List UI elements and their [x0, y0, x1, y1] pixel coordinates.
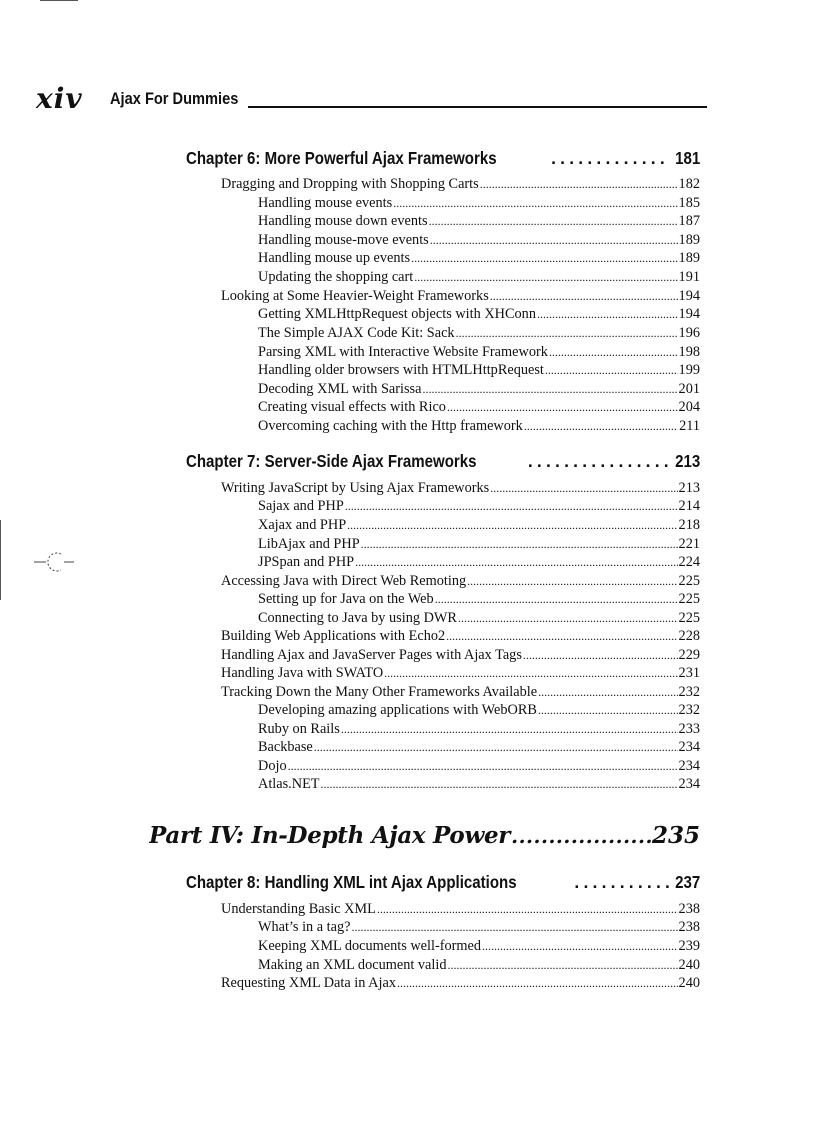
dot-leader	[352, 920, 678, 935]
toc-entry-page: 233	[678, 721, 700, 737]
toc-section-entry	[221, 573, 700, 592]
dot-leader	[355, 555, 677, 570]
toc-entry-title: Sajax and PHP	[258, 498, 344, 514]
dot-leader	[347, 518, 677, 533]
dot-leader	[538, 685, 677, 700]
toc-entry-page: 224	[678, 554, 700, 570]
toc-entry-title: Setting up for Java on the Web	[258, 591, 434, 607]
toc-entry-title: Tracking Down the Many Other Frameworks Available	[221, 684, 538, 700]
toc-entry-title: Decoding XML with Sarissa	[258, 381, 422, 397]
toc-entry-page: 194	[678, 288, 700, 304]
toc-entry-title: Handling mouse down events	[258, 213, 428, 229]
toc-entry-page: 234	[678, 739, 700, 755]
toc-section-entry	[221, 647, 700, 666]
dot-leader	[411, 251, 677, 266]
dot-leader	[430, 233, 678, 248]
page-header	[36, 84, 707, 114]
toc-entry-title: Keeping XML documents well-formed	[258, 938, 481, 954]
toc-entry-title: Connecting to Java by using DWR	[258, 610, 457, 626]
dot-leader	[447, 400, 678, 415]
toc-section-entry	[221, 975, 700, 994]
toc-entry-page: 237	[674, 872, 700, 892]
dot-leader	[528, 451, 670, 472]
registration-mark-icon	[34, 549, 78, 575]
toc-entry-title: Building Web Applications with Echo2	[221, 628, 446, 644]
crop-mark-top	[40, 0, 78, 1]
toc-subsection-entry	[258, 758, 700, 777]
dot-leader	[523, 648, 678, 663]
toc-entry-title: Creating visual effects with Rico	[258, 399, 446, 415]
toc-entry-title: Getting XMLHttpRequest objects with XHConn	[258, 306, 536, 322]
header-rule	[248, 106, 707, 108]
toc-entry-page: 187	[678, 213, 700, 229]
toc-section-entry	[221, 684, 700, 703]
toc-subsection-entry	[258, 776, 700, 795]
toc-entry-page: 229	[678, 647, 700, 663]
toc-entry-page: 185	[678, 195, 700, 211]
toc-entry-page: 228	[678, 628, 700, 644]
crop-mark-left	[0, 520, 1, 600]
toc-entry-title: Handling mouse-move events	[258, 232, 429, 248]
toc-subsection-entry	[258, 610, 700, 629]
toc-entry-page: 240	[678, 957, 700, 973]
toc-entry-title: Dragging and Dropping with Shopping Carts	[221, 176, 479, 192]
toc-section-entry	[221, 628, 700, 647]
toc-entry-title: Accessing Java with Direct Web Remoting	[221, 573, 467, 589]
dot-leader	[377, 902, 678, 917]
dot-leader	[458, 611, 678, 626]
toc-subsection-entry	[258, 721, 700, 740]
toc-subsection-entry	[258, 344, 700, 363]
toc-subsection-entry	[258, 399, 700, 418]
toc-entry-page: 182	[678, 176, 700, 192]
toc-entry-page: 231	[678, 665, 700, 681]
toc-entry-title: Handling mouse up events	[258, 250, 411, 266]
dot-leader	[482, 939, 678, 954]
toc-entry-page: 225	[678, 573, 700, 589]
toc-subsection-entry	[258, 536, 700, 555]
toc-entry-title: Backbase	[258, 739, 313, 755]
toc-subsection-entry	[258, 418, 700, 437]
toc-entry-page: 181	[674, 148, 700, 168]
dot-leader	[321, 777, 678, 792]
toc-chapter-entry	[186, 451, 700, 475]
toc-entry-title: Understanding Basic XML	[221, 901, 376, 917]
toc-entry-title: Requesting XML Data in Ajax	[221, 975, 396, 991]
toc-entry-page: 198	[678, 344, 700, 360]
toc-section-entry	[221, 901, 700, 920]
toc-subsection-entry	[258, 195, 700, 214]
dot-leader	[361, 537, 678, 552]
toc-entry-title: What’s in a tag?	[258, 919, 351, 935]
toc-entry-page: 225	[678, 610, 700, 626]
toc-entry-page: 201	[678, 381, 700, 397]
toc-entry-title: Chapter 8: Handling XML int Ajax Applications	[186, 872, 517, 892]
toc-section-entry	[221, 480, 700, 499]
toc-subsection-entry	[258, 739, 700, 758]
toc-entry-page: 213	[678, 480, 700, 496]
toc-entry-page: 234	[678, 758, 700, 774]
dot-leader	[447, 958, 677, 973]
dot-leader	[537, 307, 678, 322]
toc-subsection-entry	[258, 325, 700, 344]
dot-leader	[393, 196, 677, 211]
toc-section-entry	[221, 665, 700, 684]
toc-entry-page: 234	[678, 776, 700, 792]
toc-entry-page: 232	[678, 702, 700, 718]
toc-entry-title: Overcoming caching with the Http framework	[258, 418, 523, 434]
dot-leader	[480, 177, 678, 192]
toc-entry-title: Parsing XML with Interactive Website Framework	[258, 344, 548, 360]
dot-leader	[314, 740, 678, 755]
toc-entry-title: Dojo	[258, 758, 287, 774]
toc-subsection-entry	[258, 938, 700, 957]
toc-entry-page: 196	[678, 325, 700, 341]
toc-entry-page: 232	[678, 684, 700, 700]
toc-chapter-entry	[186, 148, 700, 172]
dot-leader	[490, 481, 677, 496]
toc-section-entry	[221, 176, 700, 195]
toc-entry-title: LibAjax and PHP	[258, 536, 360, 552]
toc-subsection-entry	[258, 362, 700, 381]
dot-leader	[574, 872, 669, 893]
toc-entry-title: Handling Java with SWATO	[221, 665, 384, 681]
toc-entry-title: Updating the shopping cart	[258, 269, 414, 285]
toc-entry-title: Developing amazing applications with WebORB	[258, 702, 537, 718]
toc-entry-page: 214	[678, 498, 700, 514]
dot-leader	[288, 759, 678, 774]
dot-leader	[551, 148, 670, 169]
toc-entry-title: Writing JavaScript by Using Ajax Frameworks	[221, 480, 490, 496]
dot-leader	[414, 270, 677, 285]
toc-subsection-entry	[258, 250, 700, 269]
toc-entry-page: 239	[678, 938, 700, 954]
toc-entry-page: 238	[678, 901, 700, 917]
toc-subsection-entry	[258, 919, 700, 938]
toc-entry-title: Chapter 7: Server-Side Ajax Frameworks	[186, 451, 477, 471]
dot-leader	[341, 722, 678, 737]
toc-entry-title: Part IV: In-Depth Ajax Power	[149, 822, 511, 849]
toc-subsection-entry	[258, 957, 700, 976]
dot-leader	[524, 419, 678, 434]
toc-entry-title: JPSpan and PHP	[258, 554, 355, 570]
toc-entry-page: 221	[678, 536, 700, 552]
toc-subsection-entry	[258, 232, 700, 251]
dot-leader	[422, 382, 677, 397]
toc-entry-page: 238	[678, 919, 700, 935]
toc-subsection-entry	[258, 702, 700, 721]
toc-subsection-entry	[258, 381, 700, 400]
dot-leader	[545, 363, 678, 378]
toc-entry-title: Making an XML document valid	[258, 957, 447, 973]
toc-subsection-entry	[258, 591, 700, 610]
toc-subsection-entry	[258, 498, 700, 517]
page-folio: xiv	[36, 82, 83, 115]
dot-leader	[435, 592, 678, 607]
toc-entry-title: Chapter 6: More Powerful Ajax Frameworks	[186, 148, 497, 168]
dot-leader	[456, 326, 678, 341]
dot-leader	[446, 629, 677, 644]
toc-section-entry	[221, 288, 700, 307]
toc-entry-page: 194	[678, 306, 700, 322]
toc-entry-page: 199	[678, 362, 700, 378]
dot-leader	[511, 824, 651, 848]
toc-entry-title: Handling mouse events	[258, 195, 393, 211]
toc-entry-page: 211	[679, 418, 700, 434]
toc-entry-title: The Simple AJAX Code Kit: Sack	[258, 325, 455, 341]
dot-leader	[397, 976, 678, 991]
toc-chapter-entry	[186, 872, 700, 896]
toc-part-entry	[149, 822, 700, 854]
toc-entry-page: 225	[678, 591, 700, 607]
toc-entry-title: Looking at Some Heavier-Weight Frameworks	[221, 288, 489, 304]
toc-entry-title: Ruby on Rails	[258, 721, 340, 737]
toc-entry-page: 191	[678, 269, 700, 285]
toc-subsection-entry	[258, 306, 700, 325]
toc-entry-page: 189	[678, 232, 700, 248]
toc-subsection-entry	[258, 269, 700, 288]
toc-entry-page: 240	[678, 975, 700, 991]
toc-entry-title: Handling older browsers with HTMLHttpRequest	[258, 362, 544, 378]
dot-leader	[490, 289, 678, 304]
toc-entry-page: 204	[678, 399, 700, 415]
dot-leader	[429, 214, 678, 229]
dot-leader	[345, 499, 678, 514]
toc-entry-title: Handling Ajax and JavaServer Pages with Ajax Tags	[221, 647, 522, 663]
toc-subsection-entry	[258, 554, 700, 573]
toc-subsection-entry	[258, 213, 700, 232]
book-title: Ajax For Dummies	[110, 89, 239, 108]
dot-leader	[467, 574, 677, 589]
dot-leader	[538, 703, 678, 718]
toc-entry-page: 189	[678, 250, 700, 266]
toc-entry-page: 218	[678, 517, 700, 533]
toc-entry-page: 235	[651, 822, 700, 849]
dot-leader	[384, 666, 677, 681]
toc-entry-title: Xajax and PHP	[258, 517, 347, 533]
dot-leader	[549, 345, 678, 360]
toc-entry-title: Atlas.NET	[258, 776, 320, 792]
toc-subsection-entry	[258, 517, 700, 536]
toc-entry-page: 213	[674, 451, 700, 471]
